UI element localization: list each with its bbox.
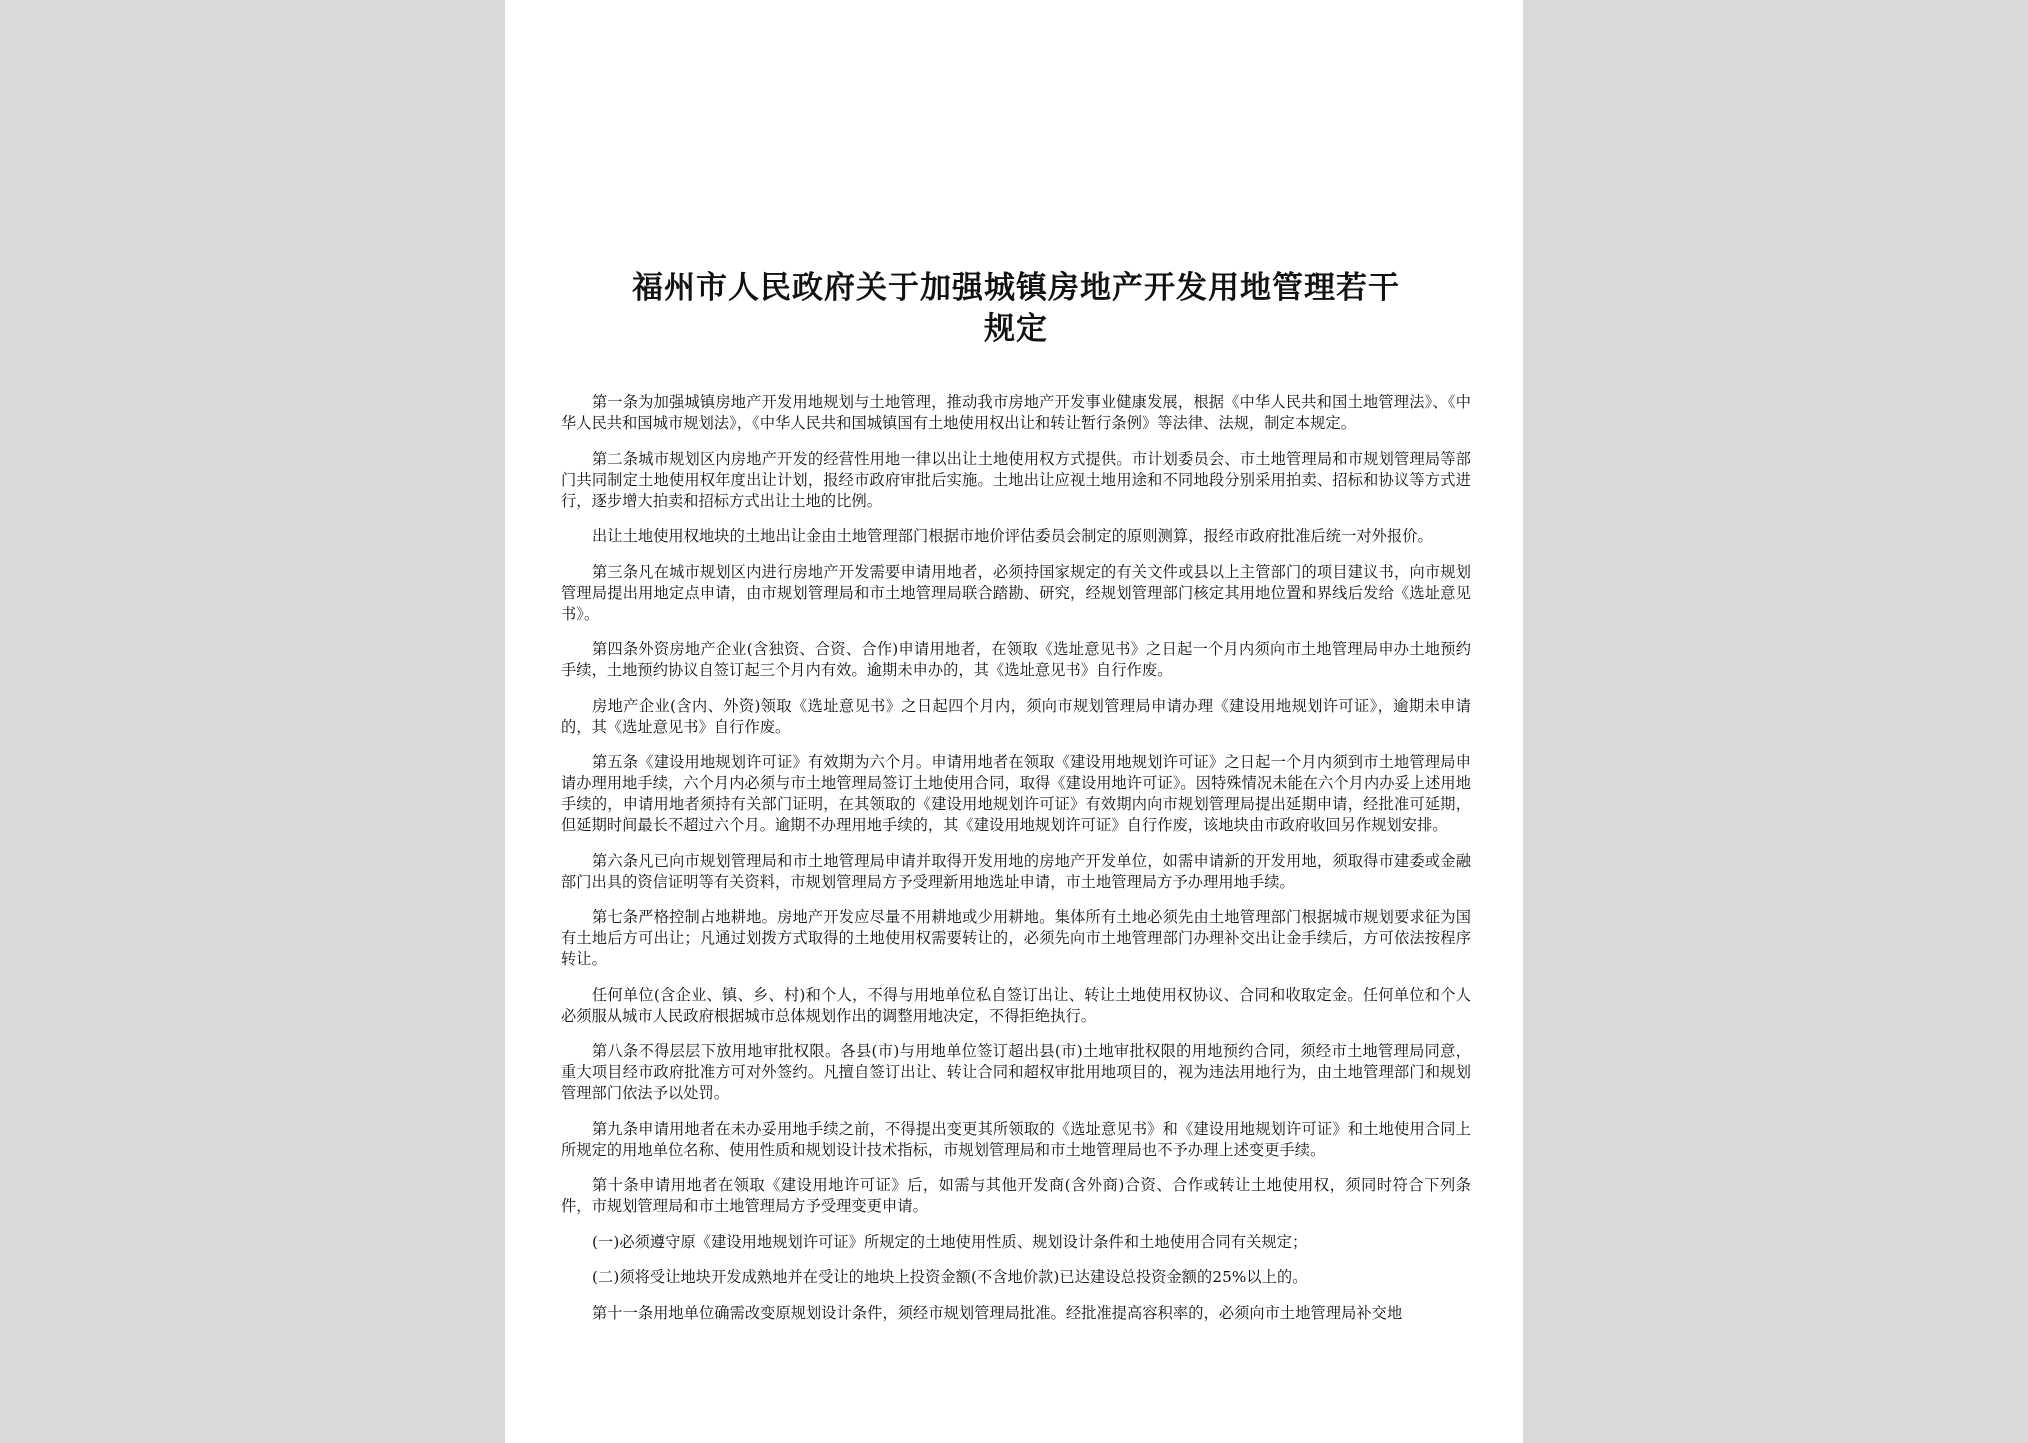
paragraph-article-6: 第六条凡已向市规划管理局和市土地管理局申请并取得开发用地的房地产开发单位，如需申请新的开发用地，须取得市建委或金融部门出具的资信证明等有关资料，市规划管理局方予受理新用地选址申请，市土地管理局方予办理用地手续。	[561, 851, 1471, 891]
paragraph-article-4: 第四条外资房地产企业(含独资、合资、合作)申请用地者，在领取《选址意见书》之日起一个月内须向市土地管理局申办土地预约手续，土地预约协议自签订起三个月内有效。逾期未申办的，其《选址意见书》自行作废。	[561, 640, 1471, 679]
document-page	[505, 0, 1523, 1443]
paragraph-land-transfer-fee: 出让土地使用权地块的土地出让金由土地管理部门根据市地价评估委员会制定的原则测算，报经市政府批准后统一对外报价。	[592, 527, 1433, 545]
paragraph-article-1: 第一条为加强城镇房地产开发用地规划与土地管理，推动我市房地产开发事业健康发展，根据《中华人民共和国土地管理法》、《中华人民共和国城市规划法》，《中华人民共和国城镇国有土地使用权出让和转让暂行条例》等法律、法规，制定本规定。	[561, 393, 1471, 432]
paragraph-condition-2: (二)须将受让地块开发成熟地并在受让的地块上投资金额(不含地价款)已达建设总投资金额的25%以上的。	[592, 1268, 1308, 1286]
title-line-2: 规定	[984, 311, 1048, 347]
paragraph-article-9: 第九条申请用地者在未办妥用地手续之前，不得提出变更其所领取的《选址意见书》和《建设用地规划许可证》和土地使用合同上所规定的用地单位名称、使用性质和规划设计技术指标，市规划管理局和市土地管理局也不予办理上述变更手续。	[561, 1119, 1471, 1159]
paragraph-article-8: 第八条不得层层下放用地审批权限。各县(市)与用地单位签订超出县(市)土地审批权限的用地预约合同，须经市土地管理局同意，重大项目经市政府批准方可对外签约。凡擅自签订出让、转让合同和超权审批用地项目的，视为违法用地行为，由土地管理部门和规划管理部门依法予以处罚。	[561, 1042, 1471, 1102]
paragraph-article-5: 第五条《建设用地规划许可证》有效期为六个月。申请用地者在领取《建设用地规划许可证》之日起一个月内须到市土地管理局申请办理用地手续，六个月内必须与市土地管理局签订土地使用合同，取得《建设用地许可证》。因特殊情况未能在六个月内办妥上述用地手续的，申请用地者须持有关部门证明，在其领取的《建设用地规划许可证》有效期内向市规划管理局提出延期申请，经批准可延期，但延期时间最长不超过六个月。逾期不办理用地手续的，其《建设用地规划许可证》自行作废，该地块由市政府收回另作规划安排。	[561, 753, 1471, 834]
document-title	[561, 268, 1471, 350]
document-body	[561, 392, 1471, 1324]
paragraph-article-2: 第二条城市规划区内房地产开发的经营性用地一律以出让土地使用权方式提供。市计划委员会、市土地管理局和市规划管理局等部门共同制定土地使用权年度出让计划，报经市政府审批后实施。土地出让应视土地用途和不同地段分别采用拍卖、招标和协议等方式进行，逐步增大拍卖和招标方式出让土地的比例。	[561, 449, 1471, 510]
paragraph-article-11: 第十一条用地单位确需改变原规划设计条件，须经市规划管理局批准。经批准提高容积率的，必须向市土地管理局补交地	[592, 1303, 1403, 1322]
paragraph-condition-1: (一)必须遵守原《建设用地规划许可证》所规定的土地使用性质、规划设计条件和土地使用合同有关规定；	[592, 1232, 1308, 1251]
paragraph-article-7: 第七条严格控制占地耕地。房地产开发应尽量不用耕地或少用耕地。集体所有土地必须先由土地管理部门根据城市规划要求征为国有土地后方可出让；凡通过划拨方式取得的土地使用权需要转让的，必须先向市土地管理部门办理补交出让金手续后，方可依法按程序转让。	[561, 908, 1471, 968]
paragraph-article-10: 第十条申请用地者在领取《建设用地许可证》后，如需与其他开发商(含外商)合资、合作或转让土地使用权，须同时符合下列条件，市规划管理局和市土地管理局方予受理变更申请。	[561, 1176, 1471, 1215]
paragraph-real-estate-enterprise: 房地产企业(含内、外资)领取《选址意见书》之日起四个月内，须向市规划管理局申请办理《建设用地规划许可证》，逾期未申请的，其《选址意见书》自行作废。	[561, 696, 1471, 736]
title-line-1: 福州市人民政府关于加强城镇房地产开发用地管理若干	[632, 270, 1400, 306]
paragraph-any-unit: 任何单位(含企业、镇、乡、村)和个人，不得与用地单位私自签订出让、转让土地使用权协议、合同和收取定金。任何单位和个人必须服从城市人民政府根据城市总体规划作出的调整用地决定，不得拒绝执行。	[561, 985, 1471, 1025]
paragraph-article-3: 第三条凡在城市规划区内进行房地产开发需要申请用地者，必须持国家规定的有关文件或县以上主管部门的项目建议书，向市规划管理局提出用地定点申请，由市规划管理局和市土地管理局联合踏勘、研究，经规划管理部门核定其用地位置和界线后发给《选址意见书》。	[561, 562, 1471, 623]
